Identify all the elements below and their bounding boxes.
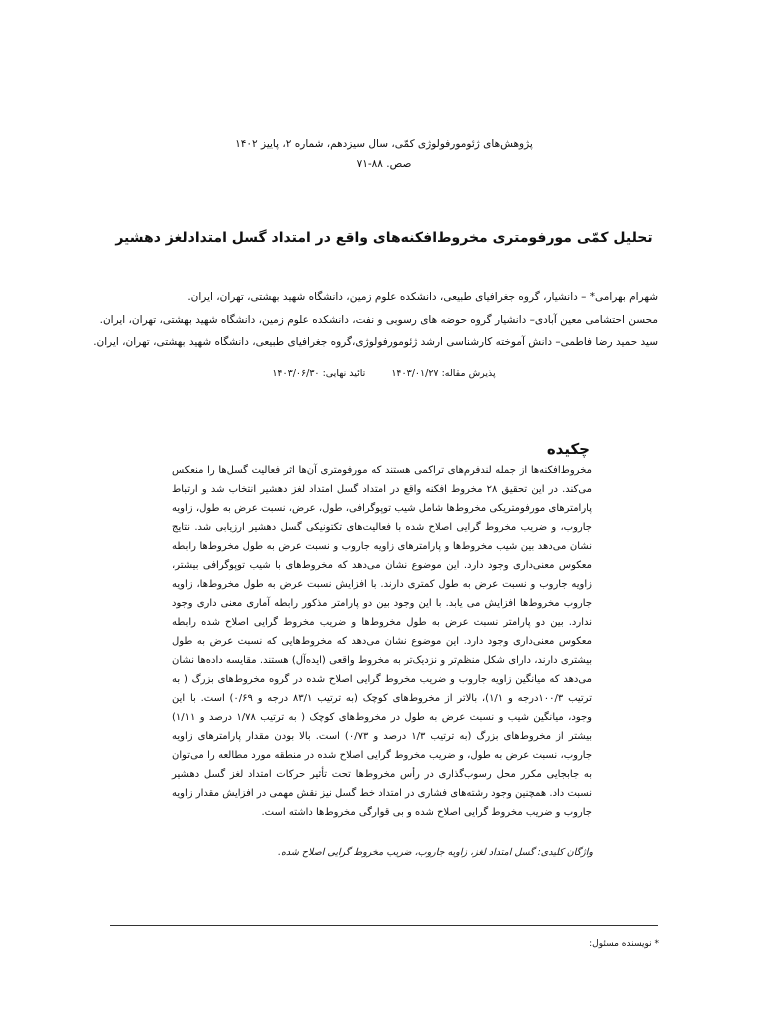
paper-title: تحلیل کمّی مورفومتری مخروط‌افکنه‌های واقع در امتداد گسل امتدادلغز دهشیر bbox=[115, 230, 653, 246]
author-line: سید حمید رضا فاطمی– دانش آموخته کارشناسی ارشد ژئومورفولوژی،گروه جغرافیای طبیعی، دانشگاه شهید بهشتی، تهران، ایران. bbox=[93, 336, 658, 348]
accepted-date: تائید نهایی: ۱۴۰۳/۰۶/۳۰ bbox=[272, 368, 366, 379]
keywords: واژگان کلیدی: گسل امتداد لغز، زاویه جاروب، ضریب مخروط گرایی اصلاح شده. bbox=[277, 847, 593, 858]
footnote-divider bbox=[110, 925, 658, 926]
abstract-heading: چکیده bbox=[546, 440, 590, 458]
article-dates bbox=[0, 366, 768, 382]
page-range: صص. ۸۸-۷۱ bbox=[356, 158, 412, 170]
author-line: محسن احتشامی معین آبادی– دانشیار گروه حوضه های رسوبی و نفت، دانشکده علوم زمین، دانشگاه شهید بهشتی، تهران، ایران. bbox=[99, 314, 658, 326]
journal-info: پژوهش‌های ژئومورفولوژی کمّی، سال سیزدهم، شماره ۲، پاییز ۱۴۰۲ bbox=[235, 138, 533, 150]
corresponding-author-footnote: * نویسنده مسئول: bbox=[589, 939, 659, 949]
abstract-body: مخروط‌افکنه‌ها از جمله لندفرم‌های تراکمی هستند که مورفومتری آن‌ها اثر فعالیت گسل‌ها را منعکس می‌کند. در این تحقیق ۲۸ مخروط افکنه واقع در امتداد گسل امتداد لغز دهشیر انتخاب شد و ارتباط پارامترهای مورفومتریکی مخروط‌ها شامل شیب توپوگرافی، طول، عرض، نسبت عرض به طول، زاویه جاروب، و ضریب مخروط گرایی اصلاح شده با فعالیت‌های تکتونیکی گسل دهشیر ارزیابی شد. نتایج نشان می‌دهد بین شیب مخروط‌ها و پارامترهای زاویه جاروب و نسبت عرض به طول مخروط‌ها رابطه معکوس معنی‌داری وجود دارد. این موضوع نشان می‌دهد که مخروط‌های با شیب توپوگرافی بیشتر، زاویه جاروب و نسبت عرض به طول کمتری دارند. با افزایش نسبت عرض به طول مخروط‌ها، زاویه جاروب مخروط‌ها افزایش می یابد. با این وجود بین دو پارامتر مذکور رابطه آماری معنی داری وجود ندارد. بین دو پارامتر نسبت عرض به طول مخروط‌ها و ضریب مخروط گرایی اصلاح شده رابطه معکوس معنی‌داری وجود دارد. این موضوع نشان می‌دهد که مخروط‌هایی که نسبت عرض به طول بیشتری دارند، دارای شکل منظم‌تر و نزدیک‌تر به مخروط واقعی (ایده‌آل) هستند. مقایسه داده‌ها نشان می‌دهد که میانگین زاویه جاروب و ضریب مخروط گرایی اصلاح شده در گروه مخروط‌های بزرگ ( به ترتیب ۱۰۰/۳درجه و ۱/۱)، بالاتر از مخروط‌های کوچک (به ترتیب ۸۳/۱ درجه و ۰/۶۹) است. با این وجود، میانگین شیب و نسبت عرض به طول در مخروط‌های کوچک ( به ترتیب ۱/۷۸ درصد و ۱/۱۱) بیشتر از مخروط‌های بزرگ (به ترتیب ۱/۳ درصد و ۰/۷۳) است. بالا بودن مقدار پارامترهای زاویه جاروب، نسبت عرض به طول، و ضریب مخروط گرایی اصلاح شده در منطقه مورد مطالعه را می‌توان به جابجایی مکرر محل رسوب‌گذاری در رأس مخروط‌ها تحت تأثیر حرکات امتداد لغز گسل دهشیر نسبت داد. همچنین وجود رشته‌های فشاری در امتداد خط گسل نیز نقش مهمی در افزایش مقدار زاویه جاروب و ضریب مخروط گرایی اصلاح شده و بی قوارگی مخروط‌ها داشته است. bbox=[172, 465, 592, 818]
received-date: پذیرش مقاله: ۱۴۰۳/۰۱/۲۷ bbox=[391, 368, 496, 379]
author-line: شهرام بهرامی* – دانشیار، گروه جغرافیای طبیعی، دانشکده علوم زمین، دانشگاه شهید بهشتی، تهران، ایران. bbox=[187, 291, 658, 303]
